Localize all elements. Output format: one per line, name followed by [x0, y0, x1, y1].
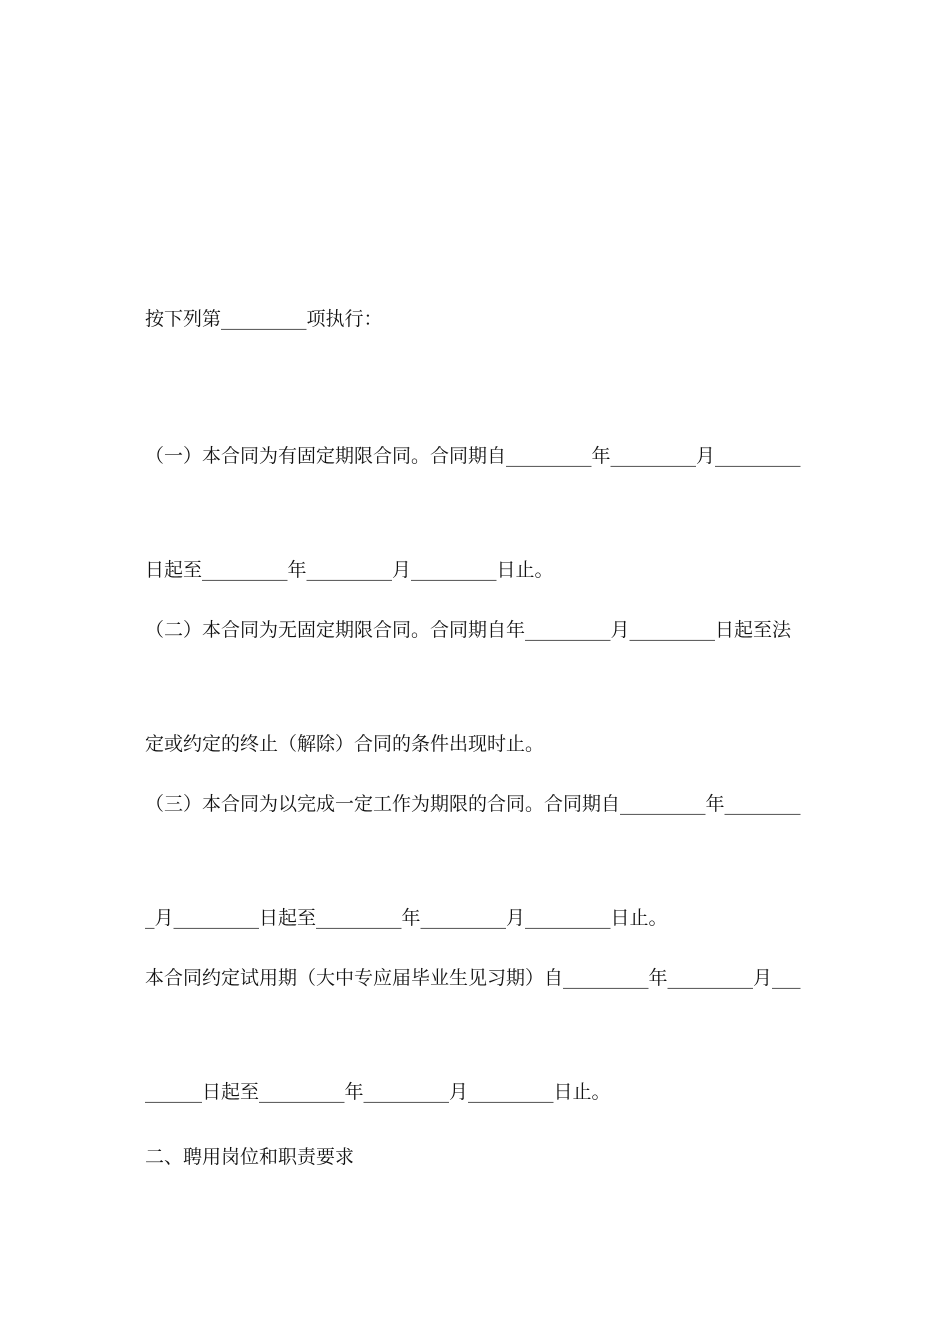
paragraph-line: 日起至_________年_________月_________日止。: [145, 559, 554, 581]
paragraph-line: 本合同约定试用期（大中专应届毕业生见习期）自_________年_________月___: [145, 967, 801, 989]
paragraph-line: 定或约定的终止（解除）合同的条件出现时止。: [145, 733, 545, 755]
paragraph-line: （一）本合同为有固定期限合同。合同期自_________年_________月_________: [145, 445, 801, 467]
heading-text: 二、聘用岗位和职责要求: [145, 1146, 355, 1168]
paragraph-line: （二）本合同为无固定期限合同。合同期自年_________月_________日起至法: [145, 619, 792, 641]
paragraph-line: 按下列第_________项执行：: [145, 308, 383, 330]
paragraph-line: （三）本合同为以完成一定工作为期限的合同。合同期自_________年________: [145, 793, 801, 815]
section-heading: [145, 1062, 810, 1252]
paragraph-line: ______日起至_________年_________月_________日止。: [145, 1081, 611, 1103]
paragraph-line: _月_________日起至_________年_________月_________日止。: [145, 907, 668, 929]
